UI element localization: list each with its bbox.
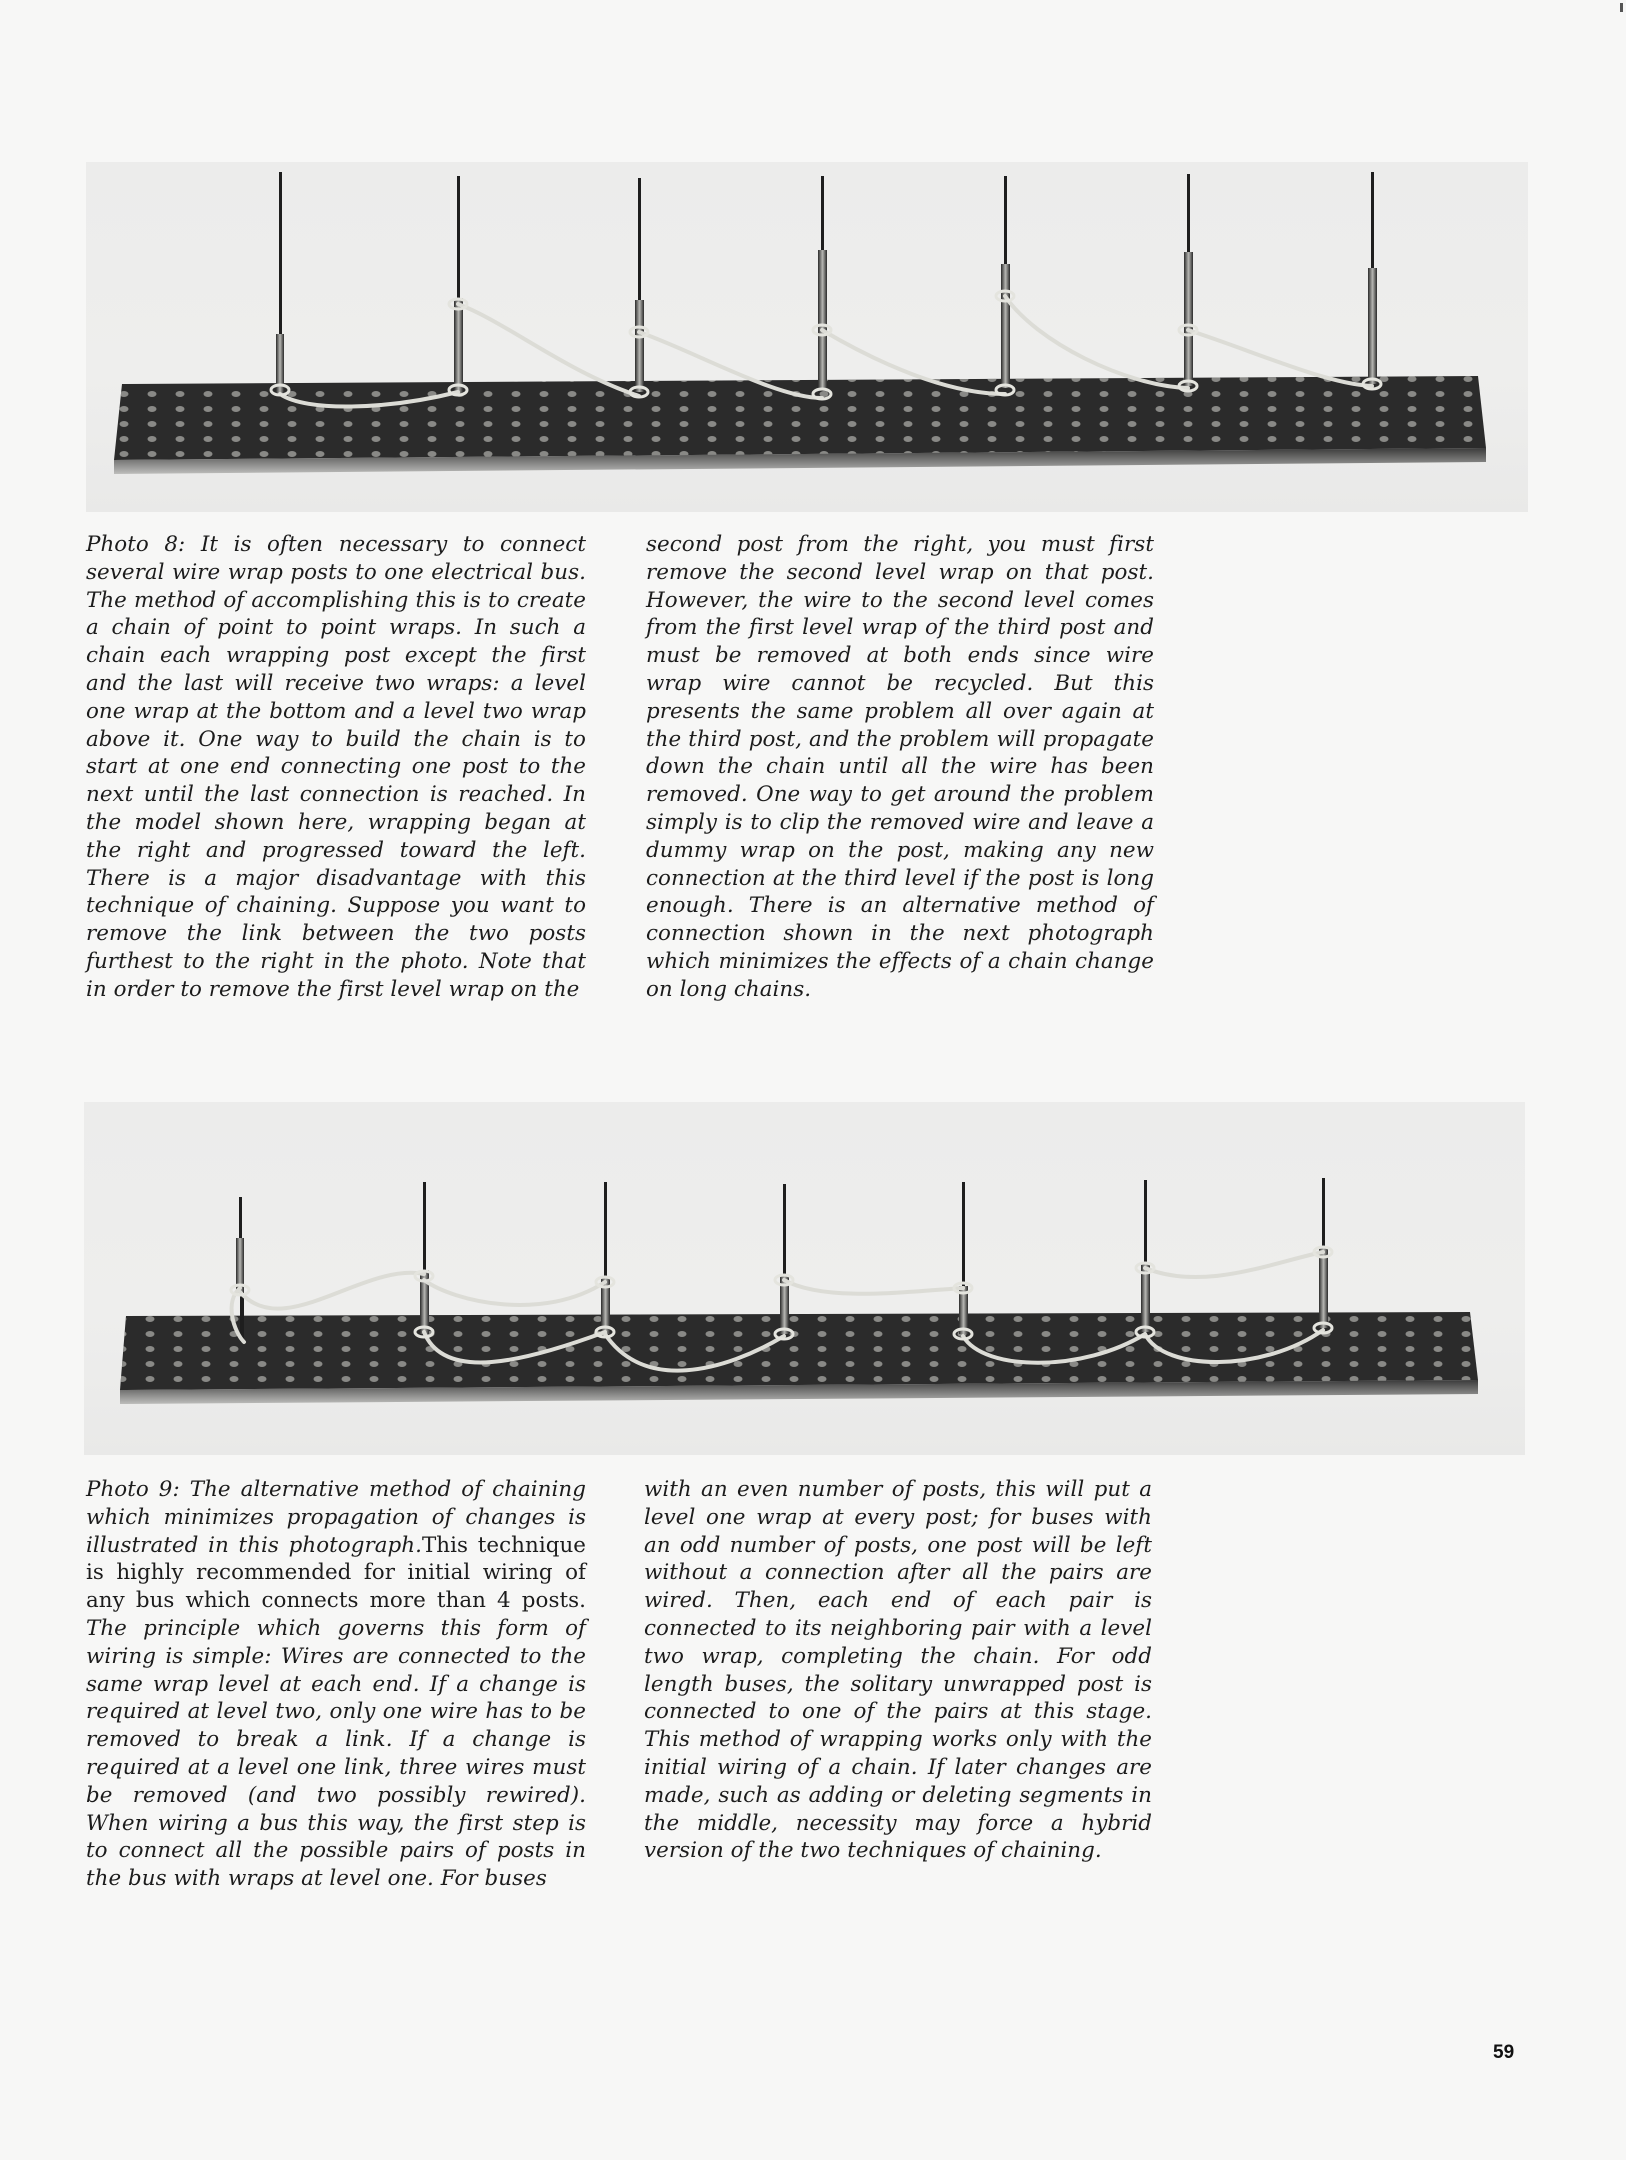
photo-9-caption-emphasis: This technique is highly recommended for initial wiring of any bus which connects more than 4 posts. <box>86 1532 586 1614</box>
photo-9-caption-column-2 <box>644 1476 1152 1865</box>
page-number: 59 <box>1493 2042 1515 2063</box>
photo-8-caption-text-2: second post from the right, you must first remove the second level wrap on that post. However, the wire to the second level comes from the first level wrap of the third post and must be removed at both ends since wire wrap wire cannot be recycled. But this presents the same problem all over again at the third post, and the problem will propagate down the chain until all the wire has been removed. One way to get around the problem simply is to clip the removed wire and leave a dummy wrap on the post, making any new connection at the third level if the post is long enough. There is an alternative method of connection shown in the next photograph which minimizes the effects of a chain change on long chains. <box>646 532 1154 1002</box>
photo-9-caption-column-1 <box>86 1476 586 1893</box>
wire-wrap-board-illustration <box>86 162 1528 512</box>
photo-8-caption-column-1 <box>86 531 586 1004</box>
photo-9-caption-text-1b: The principle which governs this form of wiring is simple: Wires are connected to the same wrap level at each end. If a change is required at level two, only one wire has to be removed to break a link. If a change is required at a level one link, three wires must be removed (and two possibly rewired). When wiring a bus this way, the first step is to connect all the possible pairs of posts in the bus with wraps at level one. For buses <box>86 1615 586 1892</box>
photo-9-label: Photo 9: <box>86 1477 180 1502</box>
photo-9 <box>84 1102 1525 1455</box>
photo-8-label: Photo 8: <box>86 532 186 557</box>
posts <box>276 172 1377 394</box>
photo-9-caption-text-1a: The alternative method of chaining which minimizes propagation of changes is illustrated in this photograph. <box>86 1477 586 1558</box>
photo-9-caption-text-2: with an even number of posts, this will put a level one wrap at every post; for buses with an odd number of posts, one post will be left without a connection after all the pairs are wired. Then, each end of each pair is connected to its neighboring pair with a level two wrap, completing the chain. For odd length buses, the solitary unwrapped post is connected to one of the pairs at this stage. This method of wrapping works only with the initial wiring of a chain. If later changes are made, such as adding or deleting segments in the middle, necessity may force a hybrid version of the two techniques of chaining. <box>644 1477 1152 1864</box>
wire-wrap-board-illustration <box>84 1102 1525 1455</box>
photo-8-caption-column-2 <box>646 531 1154 1004</box>
photo-8 <box>86 162 1528 512</box>
photo-8-caption-text-1: It is often necessary to connect several wire wrap posts to one electrical bus. The method of accomplishing this is to create a chain of point to point wraps. In such a chain each wrapping post except the first and the last will receive two wraps: a level one wrap at the bottom and a level two wrap above it. One way to build the chain is to start at one end connecting one post to the next until the last connection is reached. In the model shown here, wrapping began at the right and progressed toward the left. There is a major disadvantage with this technique of chaining. Suppose you want to remove the link between the two posts furthest to the right in the photo. Note that in order to remove the first level wrap on the <box>86 532 586 1002</box>
scan-edge-mark <box>1620 3 1623 12</box>
